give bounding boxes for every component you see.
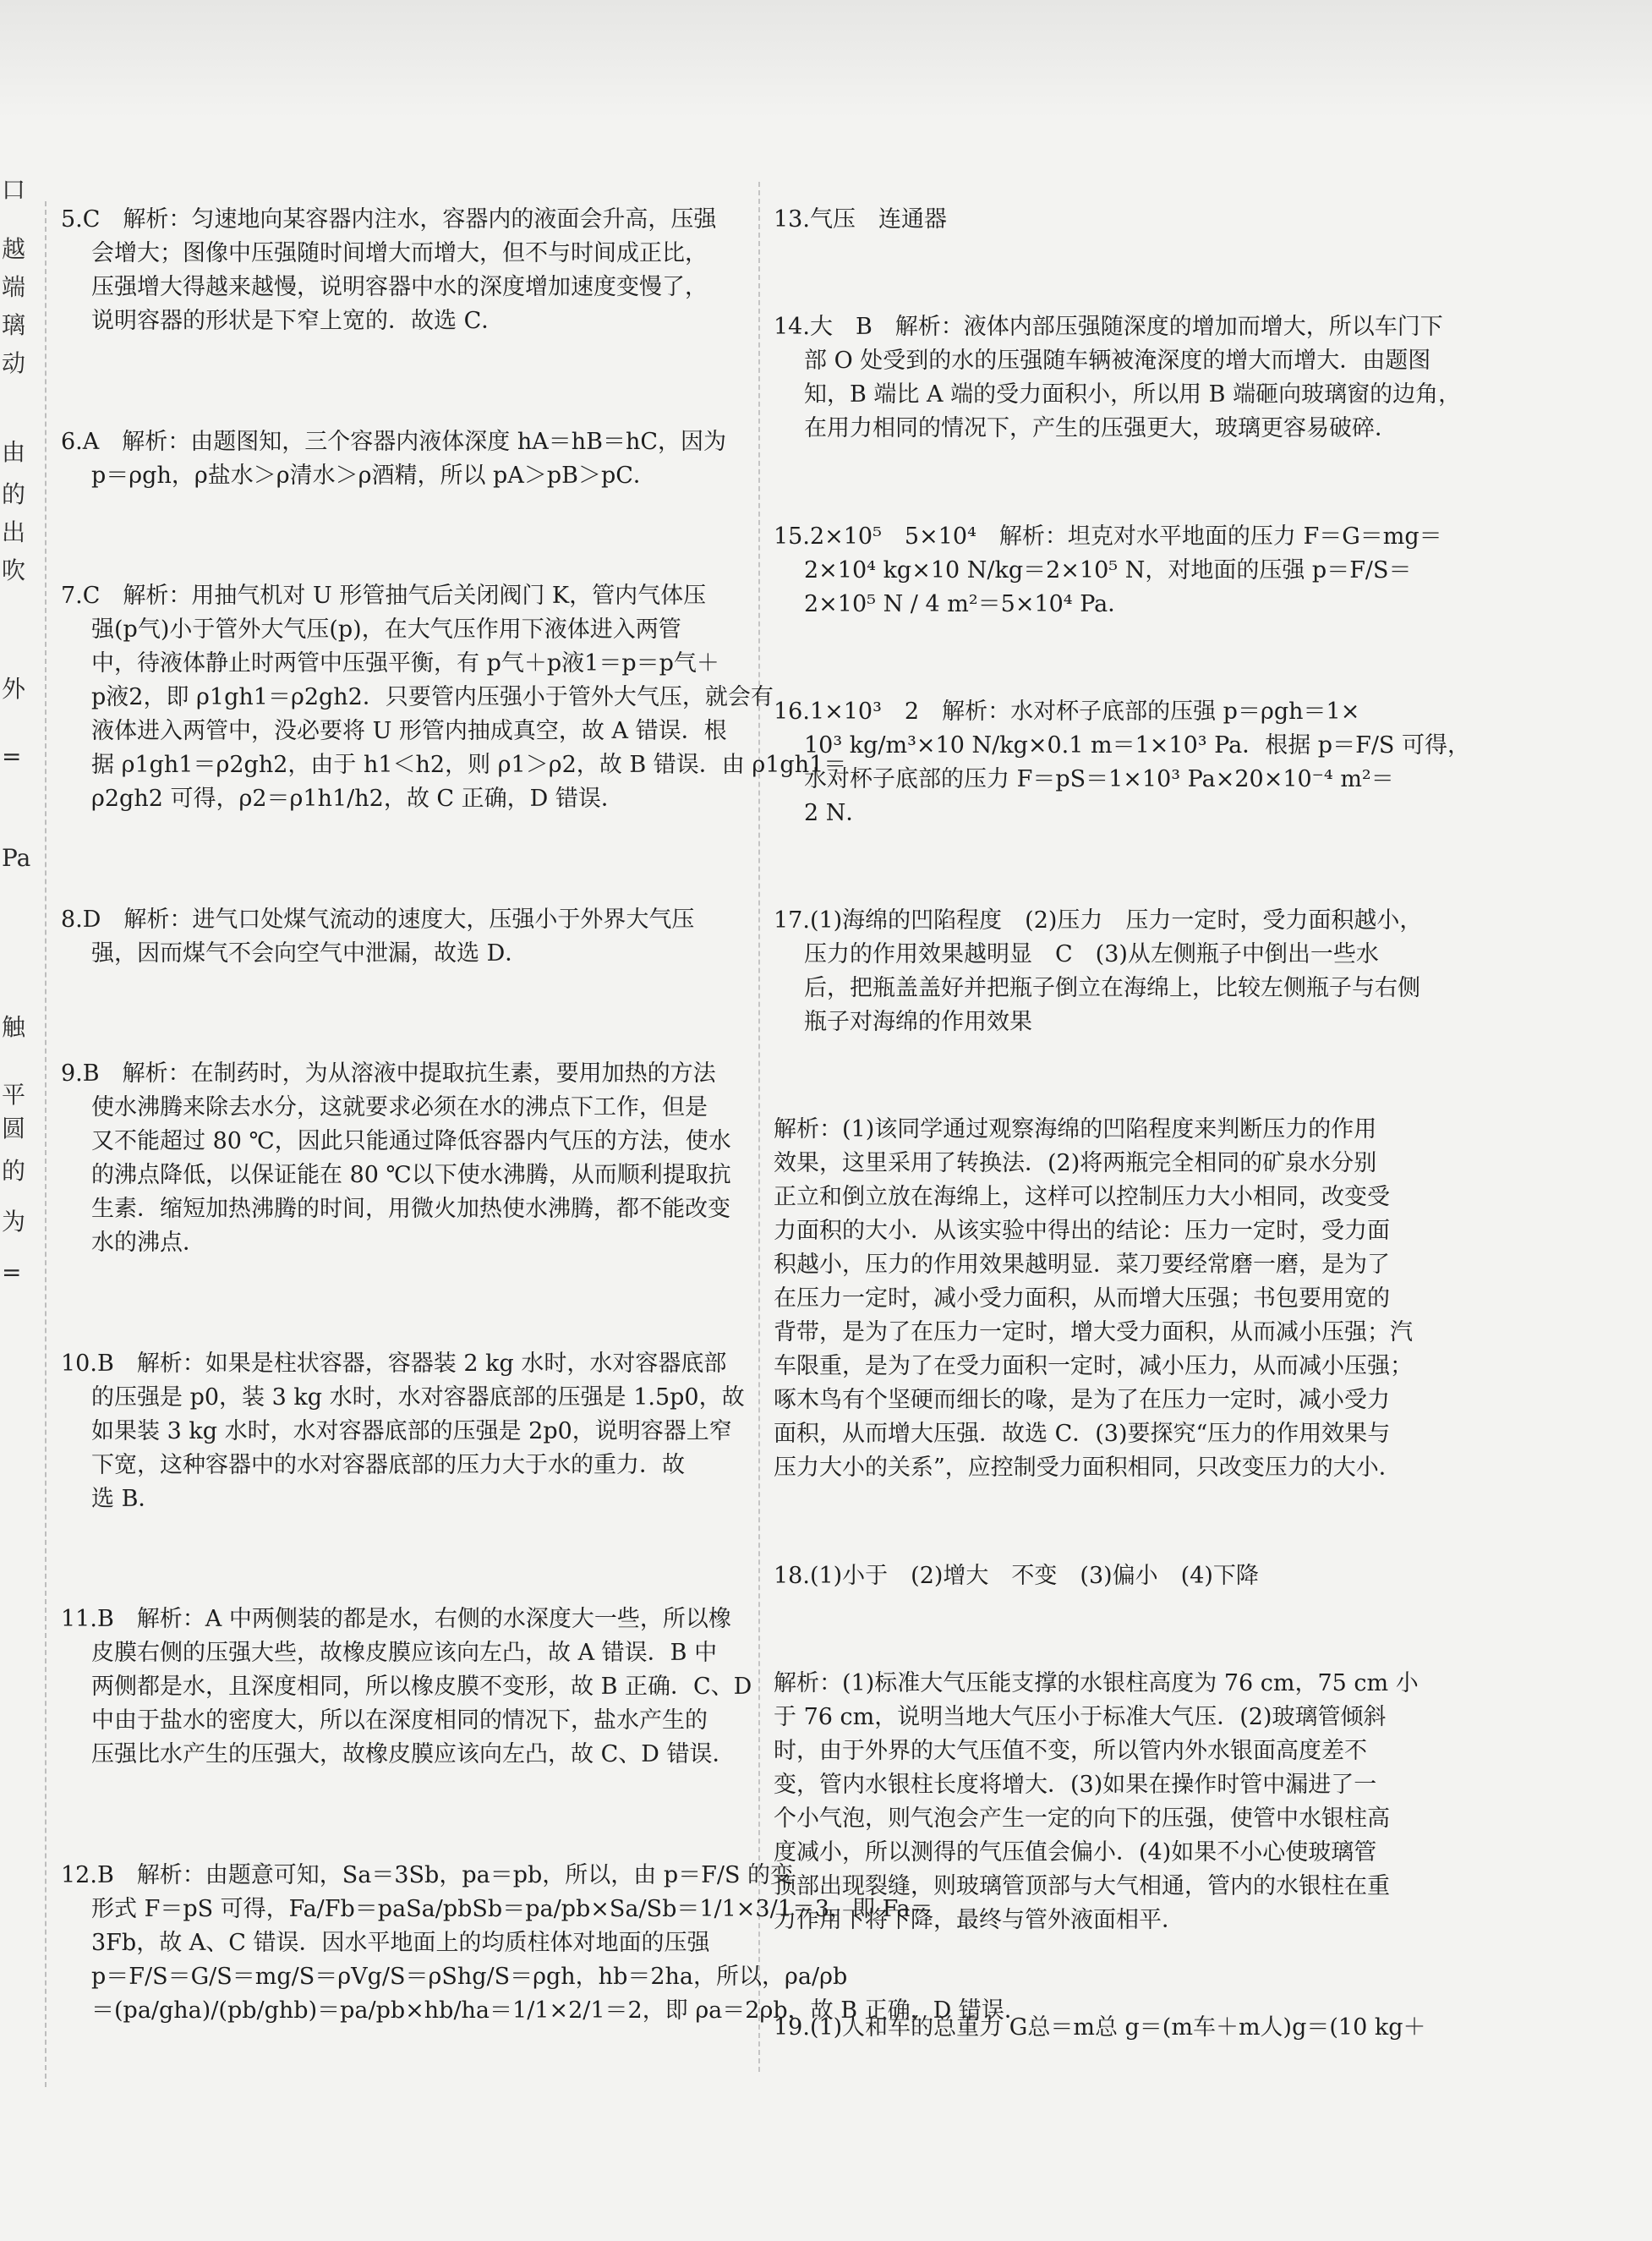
edge-char: 的 bbox=[2, 480, 26, 508]
text-line: 压强比水产生的压强大，故橡皮膜应该向左凸，故 C、D 错误． bbox=[91, 1741, 736, 1768]
text-line: 11.B 解析：A 中两侧装的都是水，右侧的水深度大一些，所以橡 bbox=[61, 1606, 731, 1633]
text-line: 生素．缩短加热沸腾的时间，用微火加热使水沸腾，都不能改变 bbox=[91, 1196, 730, 1223]
text-line: 9.B 解析：在制药时，为从溶液中提取抗生素，要用加热的方法 bbox=[61, 1060, 716, 1088]
text-line: 14.大 B 解析：液体内部压强随深度的增加而增大，所以车门下 bbox=[774, 314, 1443, 341]
text-line: 瓶子对海绵的作用效果 bbox=[804, 1009, 1032, 1035]
text-line: 说明容器的形状是下窄上宽的．故选 C． bbox=[91, 308, 505, 334]
text-line: ρ2gh2 可得，ρ2＝ρ1h1/h2，故 C 正确，D 错误． bbox=[91, 786, 624, 813]
answer-item bbox=[774, 520, 1454, 622]
text-line: 解析：(1)该同学通过观察海绵的凹陷程度来判断压力的作用 bbox=[774, 1116, 1377, 1143]
text-line: 又不能超过 80 ℃，因此只能通过降低容器内气压的方法，使水 bbox=[91, 1128, 731, 1155]
text-line: 水的沸点． bbox=[91, 1230, 205, 1257]
text-line: 2×10⁵ N / 4 m²＝5×10⁴ Pa． bbox=[804, 590, 1131, 617]
text-line: 变，管内水银柱长度将增大．(3)如果在操作时管中漏进了一 bbox=[774, 1771, 1377, 1798]
edge-char: 动 bbox=[2, 349, 26, 377]
text-line: 积越小，压力的作用效果越明显．菜刀要经常磨一磨，是为了 bbox=[774, 1252, 1390, 1279]
answer-item bbox=[774, 1559, 1454, 1593]
text-line: 后，把瓶盖盖好并把瓶子倒立在海绵上，比较左侧瓶子与右侧 bbox=[804, 975, 1420, 1001]
edge-char: 触 bbox=[2, 1013, 26, 1041]
text-line: 18.(1)小于 (2)增大 不变 (3)偏小 (4)下降 bbox=[774, 1562, 1259, 1589]
right-column bbox=[774, 203, 1470, 2063]
text-line: 强，因而煤气不会向空气中泄漏，故选 D． bbox=[91, 940, 528, 967]
text-line: 在用力相同的情况下，产生的压强更大，玻璃更容易破碎． bbox=[804, 415, 1398, 442]
text-line: 顶部出现裂缝，则玻璃管顶部与大气相通，管内的水银柱在重 bbox=[774, 1872, 1390, 1899]
answer-item bbox=[774, 1667, 1454, 1937]
text-line: 度减小，所以测得的气压值会偏小．(4)如果不小心使玻璃管 bbox=[774, 1838, 1377, 1866]
text-line: 效果，这里采用了转换法．(2)将两瓶完全相同的矿泉水分别 bbox=[774, 1150, 1377, 1177]
answer-item bbox=[61, 1057, 741, 1260]
edge-char: 璃 bbox=[2, 311, 26, 339]
text-line: 12.B 解析：由题意可知，Sa＝3Sb，pa＝pb，所以，由 p＝F/S 的变 bbox=[61, 1861, 794, 1888]
text-line: 中，待液体静止时两管中压强平衡，有 p气＋p液1＝p＝p气＋ bbox=[91, 650, 719, 677]
edge-char: 由 bbox=[2, 438, 26, 466]
edge-char: = bbox=[2, 1258, 22, 1286]
text-line: 下宽，这种容器中的水对容器底部的压力大于水的重力．故 bbox=[91, 1451, 685, 1478]
text-line: 在压力一定时，减小受力面积，从而增大压强；书包要用宽的 bbox=[774, 1285, 1390, 1312]
answer-item bbox=[61, 425, 741, 493]
text-line: 19.(1)人和车的总重力 G总＝m总 g＝(m车＋m人)g＝(10 kg＋ bbox=[774, 2014, 1426, 2041]
text-line: 2×10⁴ kg×10 N/kg＝2×10⁵ N，对地面的压强 p＝F/S＝ bbox=[804, 556, 1412, 584]
text-line: 的压强是 p0，装 3 kg 水时，水对容器底部的压强是 1.5p0，故 bbox=[91, 1384, 745, 1411]
text-line: p液2，即 ρ1gh1＝ρ2gh2．只要管内压强小于管外大气压，就会有 bbox=[91, 684, 774, 711]
answer-item bbox=[774, 904, 1454, 1039]
edge-char: 口 bbox=[2, 176, 26, 204]
text-line: 正立和倒立放在海绵上，这样可以控制压力大小相同，改变受 bbox=[774, 1184, 1390, 1211]
edge-char: 端 bbox=[2, 273, 26, 301]
text-line: 强(p气)小于管外大气压(p)，在大气压作用下液体进入两管 bbox=[91, 616, 681, 644]
text-line: 液体进入两管中，没必要将 U 形管内抽成真空，故 A 错误．根 bbox=[91, 718, 727, 745]
text-line: 17.(1)海绵的凹陷程度 (2)压力 压力一定时，受力面积越小， bbox=[774, 907, 1423, 934]
answer-item bbox=[61, 903, 741, 971]
answer-item bbox=[774, 310, 1462, 446]
edge-char: 吹 bbox=[2, 556, 26, 584]
answer-item bbox=[774, 1113, 1454, 1485]
text-line: 中由于盐水的密度大，所以在深度相同的情况下，盐水产生的 bbox=[91, 1707, 708, 1734]
text-line: 啄木鸟有个坚硬而细长的喙，是为了在压力一定时，减小受力 bbox=[774, 1387, 1390, 1414]
text-line: 压强增大得越来越慢，说明容器中水的深度增加速度变慢了， bbox=[91, 274, 708, 300]
text-line: 时，由于外界的大气压值不变，所以管内外水银面高度差不 bbox=[774, 1737, 1367, 1764]
answer-item bbox=[774, 2011, 1454, 2045]
text-line: 面积，从而增大压强．故选 C．(3)要探究“压力的作用效果与 bbox=[774, 1421, 1391, 1448]
text-line: 10³ kg/m³×10 N/kg×0.1 m＝1×10³ Pa．根据 p＝F/S 可得， bbox=[804, 731, 1470, 759]
edge-char: = bbox=[2, 742, 22, 770]
answer-item bbox=[61, 1603, 752, 1772]
text-line: 选 B． bbox=[91, 1485, 161, 1512]
text-line: 于 76 cm，说明当地大气压小于标准大气压．(2)玻璃管倾斜 bbox=[774, 1703, 1387, 1730]
text-line: 背带，是为了在压力一定时，增大受力面积，从而减小压强；汽 bbox=[774, 1319, 1413, 1346]
text-line: 部 O 处受到的水的压强随车辆被淹深度的增大而增大．由题图 bbox=[804, 348, 1431, 375]
text-line: 2 N． bbox=[804, 799, 869, 826]
text-line: 16.1×10³ 2 解析：水对杯子底部的压强 p＝ρgh＝1× bbox=[774, 698, 1360, 725]
text-line: 据 ρ1gh1＝ρ2gh2，由于 h1＜h2，则 ρ1＞ρ2，故 B 错误．由 ρ1gh1＝ bbox=[91, 752, 847, 779]
edge-char: 出 bbox=[2, 518, 26, 546]
text-line: 如果装 3 kg 水时，水对容器底部的压强是 2p0，说明容器上窄 bbox=[91, 1417, 732, 1444]
text-line: 水对杯子底部的压力 F＝pS＝1×10³ Pa×20×10⁻⁴ m²＝ bbox=[804, 765, 1394, 792]
text-line: 压力大小的关系”，应控制受力面积相同，只改变压力的大小． bbox=[774, 1455, 1402, 1482]
edge-char: 越 bbox=[2, 235, 26, 263]
text-line: 皮膜右侧的压强大些，故橡皮膜应该向左凸，故 A 错误．B 中 bbox=[91, 1640, 718, 1667]
edge-char: Pa bbox=[2, 844, 31, 872]
answer-item bbox=[774, 695, 1470, 830]
answer-item bbox=[61, 203, 741, 338]
answer-item bbox=[61, 1347, 745, 1516]
text-line: 8.D 解析：进气口处煤气流动的速度大，压强小于外界大气压 bbox=[61, 906, 695, 933]
edge-char: 的 bbox=[2, 1157, 26, 1185]
text-line: 7.C 解析：用抽气机对 U 形管抽气后关闭阀门 K，管内气体压 bbox=[61, 583, 707, 610]
answer-item bbox=[61, 579, 847, 816]
edge-char: 为 bbox=[2, 1208, 26, 1236]
text-line: ＝(pa/gha)/(pb/ghb)＝pa/pb×hb/ha＝1/1×2/1＝2，即 ρa＝2ρb，故 B 正确，D 错误． bbox=[91, 1997, 1027, 2024]
text-line: 压力的作用效果越明显 C (3)从左侧瓶子中倒出一些水 bbox=[804, 941, 1379, 967]
left-edge-divider bbox=[45, 201, 46, 2087]
text-line: 知，B 端比 A 端的受力面积小，所以用 B 端砸向玻璃窗的边角， bbox=[804, 381, 1462, 408]
text-line: p＝F/S＝G/S＝mg/S＝ρVg/S＝ρShg/S＝ρgh，hb＝2ha，所以，ρa/ρb bbox=[91, 1963, 848, 1990]
text-line: 10.B 解析：如果是柱状容器，容器装 2 kg 水时，水对容器底部 bbox=[61, 1350, 727, 1377]
text-line: p＝ρgh，ρ盐水＞ρ清水＞ρ酒精，所以 pA＞pB＞pC． bbox=[91, 462, 656, 489]
text-line: 5.C 解析：匀速地向某容器内注水，容器内的液面会升高，压强 bbox=[61, 206, 717, 233]
text-line: 力作用下将下降，最终与管外液面相平． bbox=[774, 1906, 1184, 1933]
page-top-shade bbox=[0, 0, 1652, 118]
text-line: 解析：(1)标准大气压能支撑的水银柱高度为 76 cm，75 cm 小 bbox=[774, 1669, 1419, 1696]
text-line: 两侧都是水，且深度相同，所以橡皮膜不变形，故 B 正确．C、D bbox=[91, 1674, 752, 1701]
text-line: 力面积的大小．从该实验中得出的结论：压力一定时，受力面 bbox=[774, 1218, 1390, 1245]
text-line: 3Fb，故 A、C 错误．因水平地面上的均质柱体对地面的压强 bbox=[91, 1929, 710, 1956]
text-line: 的沸点降低，以保证能在 80 ℃以下使水沸腾，从而顺利提取抗 bbox=[91, 1162, 731, 1189]
column-divider bbox=[758, 182, 760, 2072]
text-line: 使水沸腾来除去水分，这就要求必须在水的沸点下工作，但是 bbox=[91, 1094, 708, 1121]
left-edge-strip bbox=[0, 169, 31, 2114]
edge-char: 外 bbox=[2, 675, 26, 703]
text-line: 13.气压 连通器 bbox=[774, 206, 947, 233]
text-line: 15.2×10⁵ 5×10⁴ 解析：坦克对水平地面的压力 F＝G＝mg＝ bbox=[774, 523, 1442, 550]
edge-char: 圆 bbox=[2, 1115, 26, 1142]
text-line: 车限重，是为了在受力面积一定时，减小压力，从而减小压强； bbox=[774, 1353, 1413, 1380]
text-line: 6.A 解析：由题图知，三个容器内液体深度 hA＝hB＝hC，因为 bbox=[61, 428, 727, 455]
text-line: 个小气泡，则气泡会产生一定的向下的压强，使管中水银柱高 bbox=[774, 1805, 1390, 1832]
answer-item bbox=[774, 203, 1454, 237]
edge-char: 平 bbox=[2, 1081, 26, 1109]
text-line: 会增大；图像中压强随时间增大而增大，但不与时间成正比， bbox=[91, 240, 708, 266]
text-line: 形式 F＝pS 可得，Fa/Fb＝paSa/pbSb＝pa/pb×Sa/Sb＝1/1×3/1＝3，即 Fa＝ bbox=[91, 1895, 933, 1922]
